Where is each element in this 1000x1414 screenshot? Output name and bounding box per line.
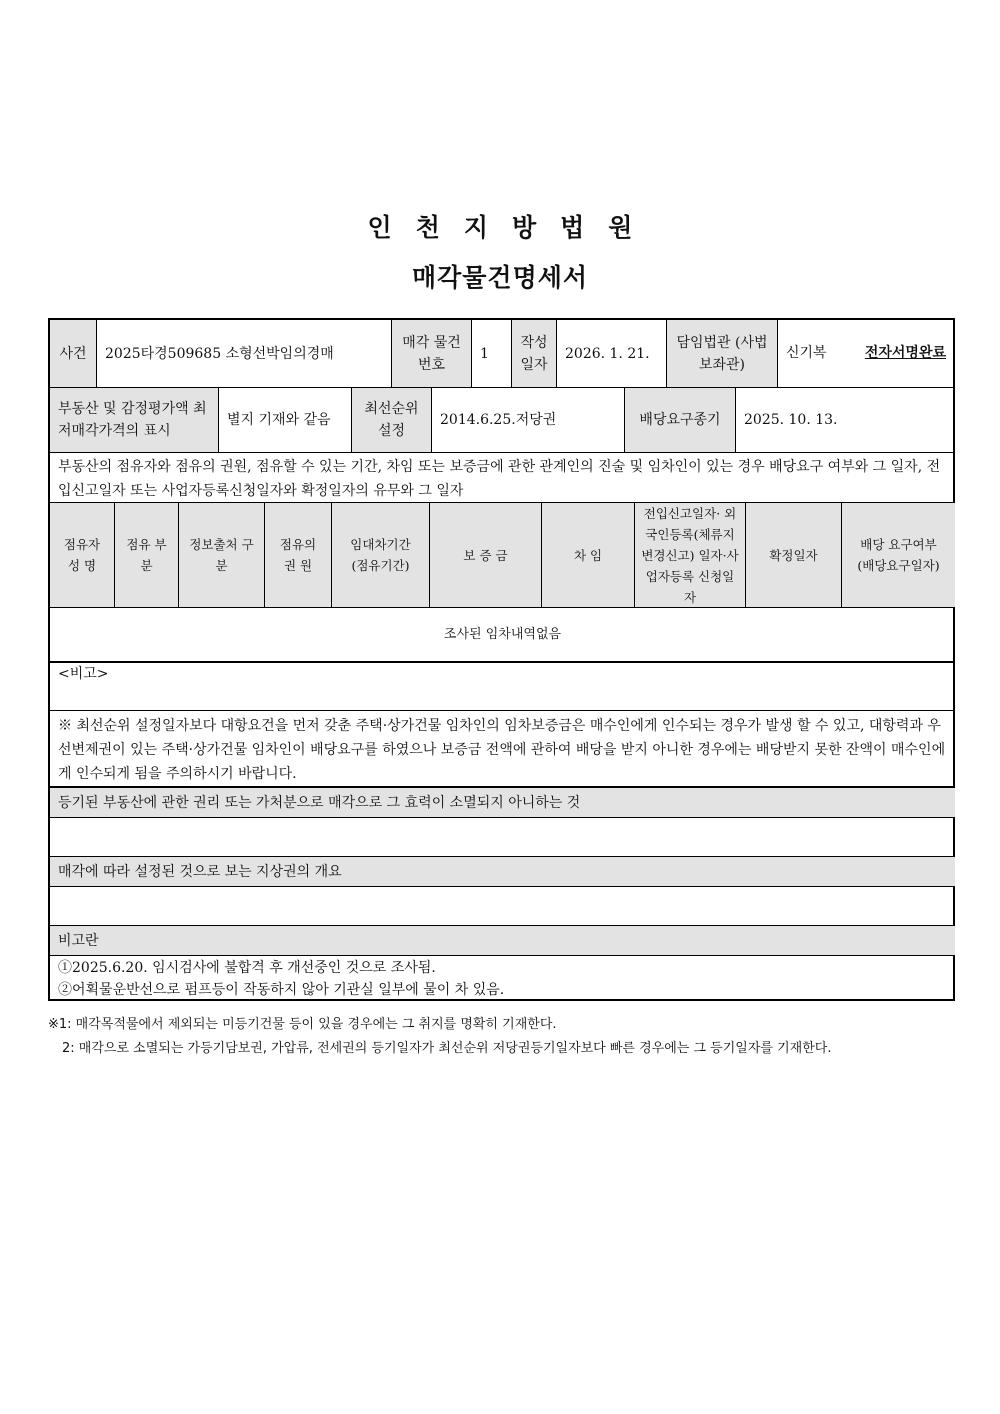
registered-rights-label: 등기된 부동산에 관한 권리 또는 가처분으로 매각으로 그 효력이 소멸되지 아니하는 것 — [50, 788, 955, 818]
priority-label: 최선순위 설정 — [352, 388, 432, 453]
header-occupancy-right: 점유의 권 원 — [265, 503, 332, 608]
warning-notice: ※ 최선순위 설정일자보다 대항요건을 먼저 갖춘 주택·상가건물 임차인의 임차보증금은 매수인에게 인수되는 경우가 발생 할 수 있고, 대항력과 우선변제권이 있는 주택·상가건물 임차인이 배당요구를 하였으나 보증금 전액에 관하여 배당을 받지 아니한 경우에는 배당받지 못한 잔액이 매수인에게 인수되게 됨을 주의하시기 바랍니다. — [50, 711, 955, 788]
priority-value: 2014.6.25.저당권 — [432, 388, 625, 453]
statement-sheet — [48, 318, 955, 1001]
case-value: 2025타경509685 소형선박임의경매 — [97, 320, 392, 388]
remarks-label: <비고> — [58, 666, 109, 682]
item-no-value: 1 — [472, 320, 512, 388]
remark-item: ①2025.6.20. 임시검사에 불합격 후 개선중인 것으로 조사됨. — [58, 959, 436, 976]
surface-rights-label: 매각에 따라 설정된 것으로 보는 지상권의 개요 — [50, 857, 955, 887]
header-fixed-date: 확정일자 — [746, 503, 842, 608]
remarks-area — [50, 663, 955, 711]
occupancy-heading: 부동산의 점유자와 점유의 권원, 점유할 수 있는 기간, 차임 또는 보증금에 관한 관계인의 진술 및 임차인이 있는 경우 배당요구 여부와 그 일자, 전입신고일자 또는 사업자등록신청일자와 확정일자의 유무와 그 일자 — [50, 453, 955, 503]
header-lease-period: 임대차기간 (점유기간) — [332, 503, 430, 608]
date-value: 2026. 1. 21. — [557, 320, 667, 388]
date-label: 작성 일자 — [512, 320, 557, 388]
header-occupied-part: 점유 부분 — [115, 503, 179, 608]
judge-label: 담임법관 (사법보좌관) — [667, 320, 778, 388]
remark-item: ②어획물운반선으로 펌프등이 작동하지 않아 기관실 일부에 물이 차 있음. — [58, 981, 505, 998]
case-label: 사건 — [50, 320, 97, 388]
surface-rights-content — [50, 887, 955, 926]
judge-cell — [778, 320, 955, 388]
deadline-label: 배당요구종기 — [625, 388, 736, 453]
judge-name: 신기복 — [786, 345, 827, 361]
remarks-column-label: 비고란 — [50, 926, 955, 956]
header-rent: 차 임 — [542, 503, 635, 608]
document-title: 매각물건명세서 — [411, 263, 589, 292]
header-info-source: 정보출처 구 분 — [179, 503, 265, 608]
header-move-in-date: 전입신고일자· 외국인등록(체류지변경신고) 일자·사업자등록 신청일자 — [635, 503, 746, 608]
footnote-1: ※1: 매각목적물에서 제외되는 미등기건물 등이 있을 경우에는 그 취지를 명확히 기재한다. — [48, 1017, 557, 1032]
footnotes — [48, 1013, 968, 1061]
deadline-value: 2025. 10. 13. — [736, 388, 955, 453]
header-occupant-name: 점유자 성 명 — [50, 503, 115, 608]
remarks-column-content — [50, 956, 955, 1001]
item-no-label: 매각 물건번호 — [392, 320, 472, 388]
registered-rights-content — [50, 818, 955, 857]
no-tenant-row: 조사된 임차내역없음 — [50, 608, 955, 663]
appraisal-value: 별지 기재와 같음 — [219, 388, 352, 453]
court-name: 인천지방법원 — [367, 213, 657, 242]
header-dividend-request: 배당 요구여부 (배당요구일자) — [842, 503, 955, 608]
signature-status: 전자서명완료 — [864, 345, 946, 361]
header-deposit: 보 증 금 — [430, 503, 542, 608]
footnote-2: 2: 매각으로 소멸되는 가등기담보권, 가압류, 전세권의 등기일자가 최선순위 저당권등기일자보다 빠른 경우에는 그 등기일자를 기재한다. — [62, 1041, 832, 1056]
appraisal-label: 부동산 및 감정평가액 최저매각가격의 표시 — [50, 388, 219, 453]
